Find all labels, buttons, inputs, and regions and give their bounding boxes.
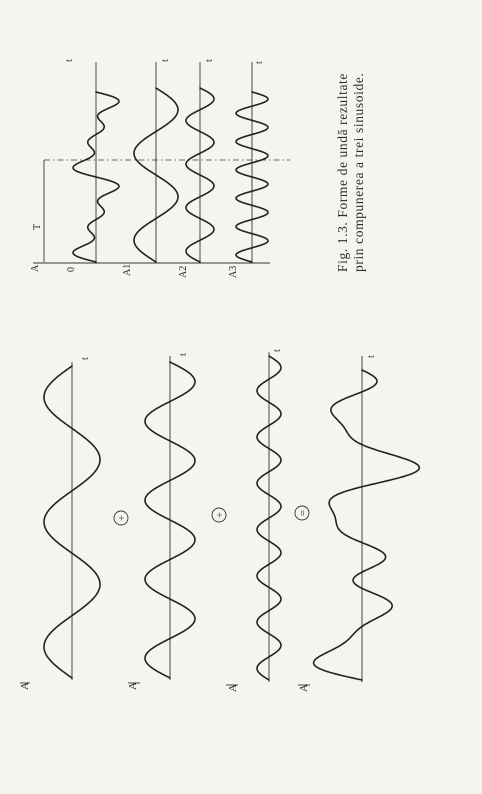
left-axis-label-1: A — [19, 682, 31, 690]
plus-operator-2 — [212, 508, 226, 522]
period-label: T — [32, 223, 43, 230]
right-time-label-a: t — [64, 59, 75, 62]
left-axis-label-4: A — [298, 684, 310, 692]
figure-caption — [335, 73, 366, 272]
left-time-label-3: t — [272, 349, 283, 352]
right-axis-label-a3: A3 — [228, 265, 239, 278]
resultant-wave — [314, 370, 420, 680]
right-axis-label-a2: A2 — [178, 265, 189, 278]
plus-operator-1 — [114, 511, 128, 525]
right-axis-label-a1: A1 — [122, 263, 133, 276]
left-axis-label-3: A — [227, 684, 239, 692]
equals-operator — [295, 506, 309, 520]
left-time-label-2: t — [178, 353, 189, 356]
caption-line-2: prin compunerea a trei sinusoide. — [351, 72, 366, 272]
left-time-label-1: t — [80, 357, 91, 360]
svg-text:+: + — [116, 514, 128, 522]
right-axis-label-a: A — [30, 264, 41, 272]
origin-label: 0 — [66, 267, 77, 272]
svg-text:+: + — [214, 511, 226, 519]
right-panel — [30, 59, 290, 278]
left-panel — [19, 349, 419, 692]
left-time-label-4: t — [366, 355, 377, 358]
svg-text:=: = — [297, 509, 309, 517]
right-time-label-a1: t — [160, 59, 171, 62]
left-axis-label-2: A — [127, 682, 139, 690]
right-time-label-a3: t — [254, 61, 265, 64]
caption-line-1: Fig. 1.3. Forme de undă rezultate — [335, 72, 350, 272]
right-time-label-a2: t — [204, 59, 215, 62]
